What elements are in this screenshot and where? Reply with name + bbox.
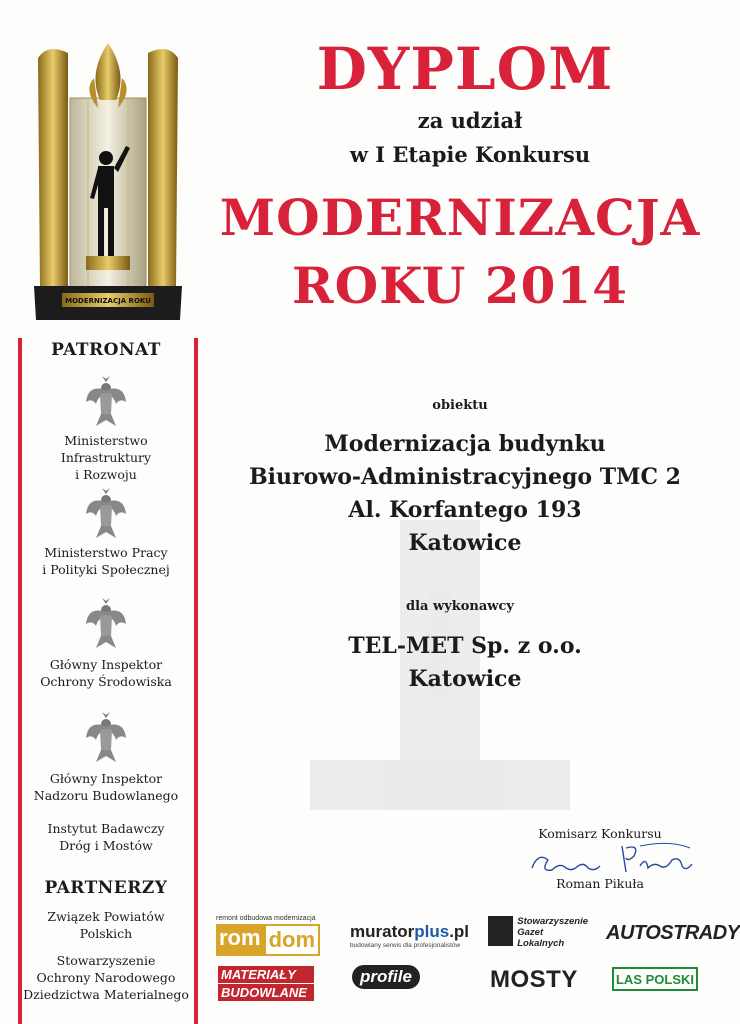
patron-4 <box>18 770 194 804</box>
sgl-mark-icon <box>488 916 513 946</box>
partner-2 <box>18 952 194 1003</box>
contest-name-line1: MODERNIZACJA <box>219 188 701 247</box>
patron-5-line2: Dróg i Mostów <box>59 838 153 853</box>
sgl-logo <box>488 916 588 954</box>
patron-4-line2: Nadzoru Budowlanego <box>33 788 179 803</box>
patron-2 <box>18 544 194 578</box>
object-line-1: Modernizacja budynku <box>324 431 606 457</box>
romdom-logo <box>216 915 316 957</box>
stage-line: w I Etapie Konkursu <box>349 142 591 167</box>
materialy-line1: MATERIAŁY <box>218 966 314 983</box>
trophy-plate-text: MODERNIZACJA ROKU <box>65 297 151 305</box>
eagle-emblem-icon <box>84 374 128 428</box>
object-line-4: Katowice <box>408 530 522 556</box>
mosty-logo: MOSTY <box>490 966 578 993</box>
patron-2-line2: i Polityki Społecznej <box>42 562 170 577</box>
eagle-emblem-icon <box>84 486 128 540</box>
commissioner-name: Roman Pikuła <box>556 876 644 891</box>
contractor-line-2: Katowice <box>408 666 522 692</box>
object-label: obiektu <box>432 398 488 413</box>
muratorplus-logo <box>350 922 472 958</box>
patron-3-line1: Główny Inspektor <box>49 657 163 672</box>
romdom-dom: dom <box>264 924 320 956</box>
patron-1 <box>18 432 194 483</box>
patron-5-line1: Instytut Badawczy <box>47 821 165 836</box>
patron-1-line2: i Rozwoju <box>75 467 137 482</box>
participation-line: za udział <box>417 108 523 133</box>
patron-2-line1: Ministerstwo Pracy <box>44 545 168 560</box>
sgl-line2: Gazet <box>517 927 544 938</box>
profile-logo <box>352 965 448 999</box>
partner-2-line2: Ochrony Narodowego <box>36 970 176 985</box>
murator-tagline: budowlany serwis dla profesjonalistów <box>350 942 461 949</box>
partner-1-line1: Związek Powiatów <box>47 909 165 924</box>
autostrady-logo: AUTOSTRADY <box>606 922 740 944</box>
romdom-rom: rom <box>216 924 264 956</box>
patron-4-line1: Główny Inspektor <box>49 771 163 786</box>
romdom-tagline: remont odbudowa modernizacja <box>216 915 316 922</box>
sgl-line3: Lokalnych <box>517 938 565 949</box>
patron-5 <box>18 820 194 854</box>
commissioner-title: Komisarz Konkursu <box>538 826 662 841</box>
murator-pl-word: .pl <box>449 922 470 941</box>
eagle-emblem-icon <box>84 596 128 650</box>
partners-heading: PARTNERZY <box>44 878 168 898</box>
partner-1 <box>18 908 194 942</box>
materialy-budowlane-logo <box>218 966 314 1000</box>
trophy-image <box>28 38 188 323</box>
profile-word: profile <box>352 965 420 989</box>
materialy-line2: BUDOWLANE <box>218 984 314 1001</box>
las-polski-logo: LAS POLSKI <box>612 967 698 991</box>
object-line-2: Biurowo-Administracyjnego TMC 2 <box>249 464 681 490</box>
object-line-3: Al. Korfantego 193 <box>348 497 582 523</box>
patron-3-line2: Ochrony Środowiska <box>40 674 172 689</box>
object-description <box>210 428 720 560</box>
contractor-line-1: TEL-MET Sp. z o.o. <box>348 633 582 659</box>
contractor-name <box>210 630 720 696</box>
partner-2-line3: Dziedzictwa Materialnego <box>23 987 189 1002</box>
partner-2-line1: Stowarzyszenie <box>56 953 156 968</box>
partner-1-line2: Polskich <box>79 926 133 941</box>
contest-name-line2: ROKU 2014 <box>292 256 628 315</box>
patron-1-line1: Ministerstwo Infrastruktury <box>60 433 152 465</box>
murator-plus-word: plus <box>414 922 450 941</box>
sidebar-border-right <box>194 338 198 1024</box>
patronat-heading: PATRONAT <box>51 340 161 360</box>
contractor-label: dla wykonawcy <box>406 599 514 614</box>
eagle-emblem-icon <box>84 710 128 764</box>
murator-word: murator <box>350 922 415 941</box>
handwritten-signature <box>530 842 695 880</box>
patron-3 <box>18 656 194 690</box>
diploma-title: DYPLOM <box>316 35 614 103</box>
sgl-line1: Stowarzyszenie <box>517 916 588 927</box>
